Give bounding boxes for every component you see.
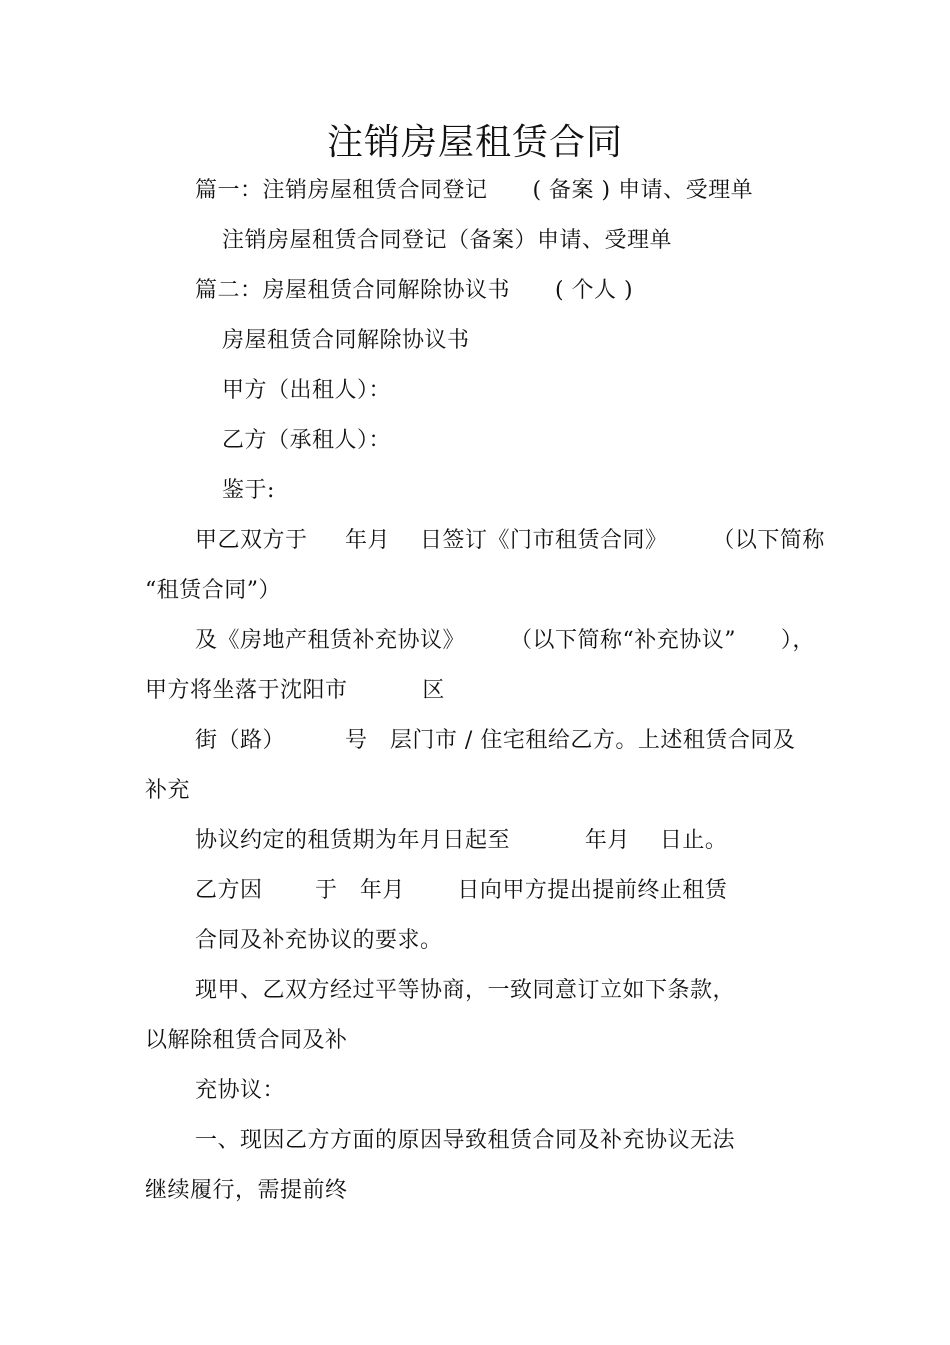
text-line: 篇二：房屋租赁合同解除协议书 ( 个人 ) — [195, 278, 634, 303]
document-title: 注销房屋租赁合同 — [326, 122, 623, 163]
text-line: 甲方将坐落于沈阳市 区 — [145, 678, 445, 703]
text-line: 甲方（出租人）： — [222, 378, 392, 403]
text-line: 协议约定的租赁期为年月日起至 年月 日止。 — [195, 828, 728, 853]
text-line: 充协议： — [195, 1078, 286, 1103]
text-line: 以解除租赁合同及补 — [145, 1028, 348, 1053]
text-line: 注销房屋租赁合同登记（备案）申请、受理单 — [222, 228, 673, 253]
text-line: 鉴于: — [222, 478, 275, 503]
text-line: 房屋租赁合同解除协议书 — [222, 328, 470, 353]
text-line: 篇一：注销房屋租赁合同登记 ( 备案 ) 申请、受理单 — [195, 178, 754, 203]
text-line: 继续履行，需提前终 — [145, 1178, 348, 1203]
text-line: 合同及补充协议的要求。 — [195, 928, 443, 953]
text-line: 街（路） 号 层门市 / 住宅租给乙方。上述租赁合同及 — [195, 728, 796, 753]
text-line: 及《房地产租赁补充协议》 （以下简称“补充协议” ）， — [195, 628, 815, 653]
text-line: 乙方（承租人）： — [222, 428, 392, 453]
text-line: 一、现因乙方方面的原因导致租赁合同及补充协议无法 — [195, 1128, 736, 1153]
text-line: “租赁合同”） — [145, 578, 281, 603]
text-line: 甲乙双方于 年月 日签订《门市租赁合同》 （以下简称 — [195, 528, 825, 553]
text-line: 乙方因 于 年月 日向甲方提出提前终止租赁 — [195, 878, 728, 903]
text-line: 现甲、乙双方经过平等协商，一致同意订立如下条款， — [195, 978, 736, 1003]
text-line: 补充 — [145, 778, 191, 803]
